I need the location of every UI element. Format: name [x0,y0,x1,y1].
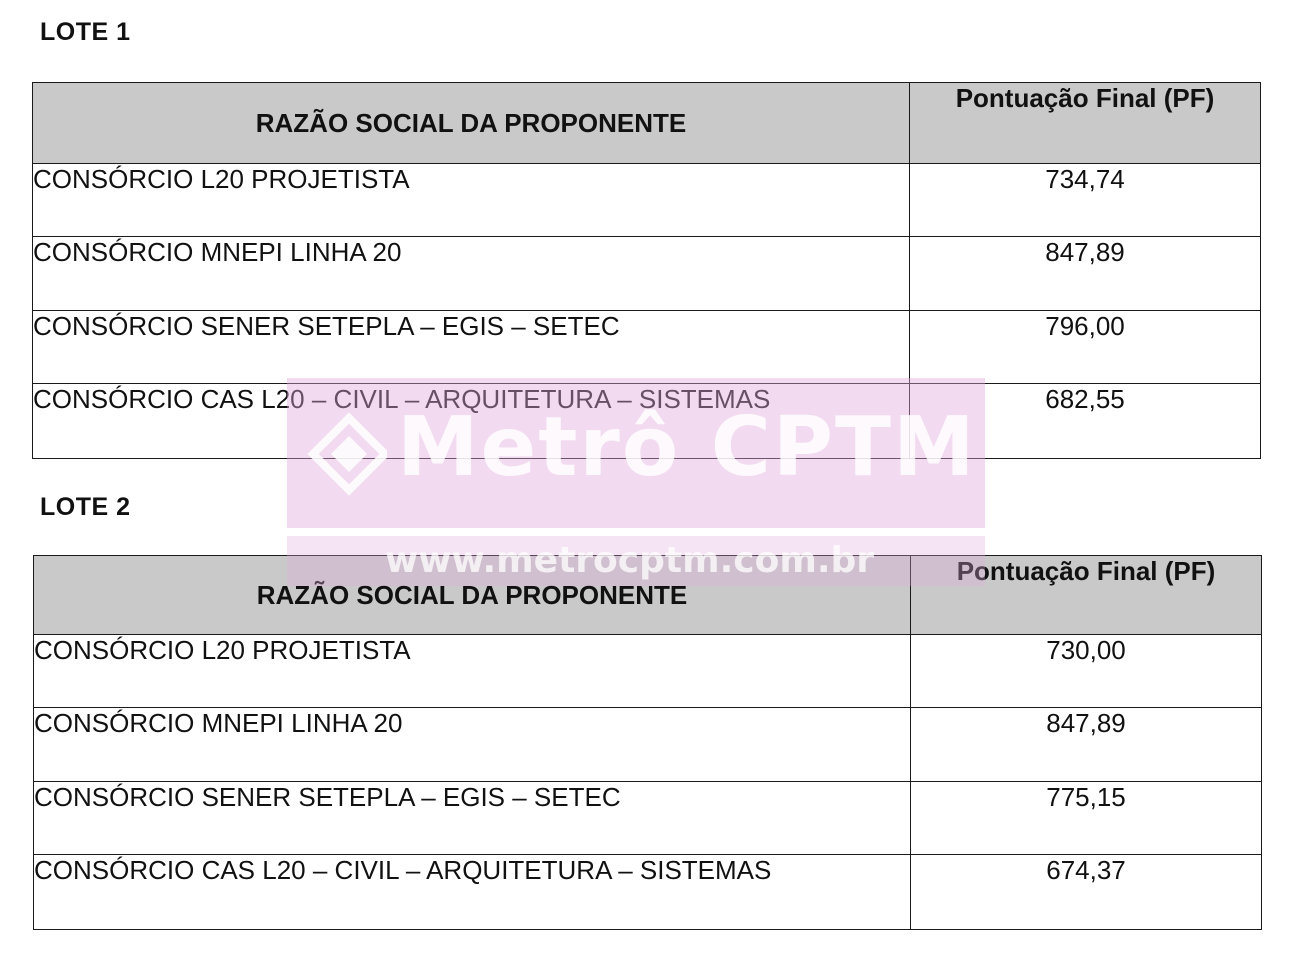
table-row [33,384,1261,459]
final-score: 847,89 [910,237,1261,311]
table-row [34,782,1262,855]
final-score: 682,55 [910,384,1261,459]
proponent-name: CONSÓRCIO MNEPI LINHA 20 [33,237,910,311]
lote-1-title: LOTE 1 [40,18,131,46]
lote-2-table [33,555,1262,930]
proponent-name: CONSÓRCIO CAS L20 – CIVIL – ARQUITETURA – SISTEMAS [34,855,911,930]
watermark-brand: Metrô CPTM [397,400,977,495]
watermark-url: www.metrocptm.com.br [385,540,875,581]
table-header-row [34,556,1262,635]
final-score: 847,89 [911,708,1262,782]
table-row [34,708,1262,782]
proponent-name: CONSÓRCIO CAS L20 – CIVIL – ARQUITETURA – SISTEMAS [33,384,910,459]
final-score: 730,00 [911,635,1262,708]
header-razao-social: RAZÃO SOCIAL DA PROPONENTE [34,556,911,635]
table-row [34,855,1262,930]
header-razao-social: RAZÃO SOCIAL DA PROPONENTE [33,83,910,164]
header-pontuacao-final: Pontuação Final (PF) [911,556,1262,635]
table-header-row [33,83,1261,164]
final-score: 775,15 [911,782,1262,855]
final-score: 796,00 [910,311,1261,384]
header-pontuacao-final: Pontuação Final (PF) [910,83,1261,164]
final-score: 674,37 [911,855,1262,930]
proponent-name: CONSÓRCIO MNEPI LINHA 20 [34,708,911,782]
lote-2-title: LOTE 2 [40,493,131,521]
proponent-name: CONSÓRCIO L20 PROJETISTA [33,164,910,237]
table-row [33,237,1261,311]
lote-1-table [32,82,1261,459]
table-row [34,635,1262,708]
final-score: 734,74 [910,164,1261,237]
proponent-name: CONSÓRCIO SENER SETEPLA – EGIS – SETEC [34,782,911,855]
table-row [33,164,1261,237]
table-row [33,311,1261,384]
proponent-name: CONSÓRCIO SENER SETEPLA – EGIS – SETEC [33,311,910,384]
proponent-name: CONSÓRCIO L20 PROJETISTA [34,635,911,708]
